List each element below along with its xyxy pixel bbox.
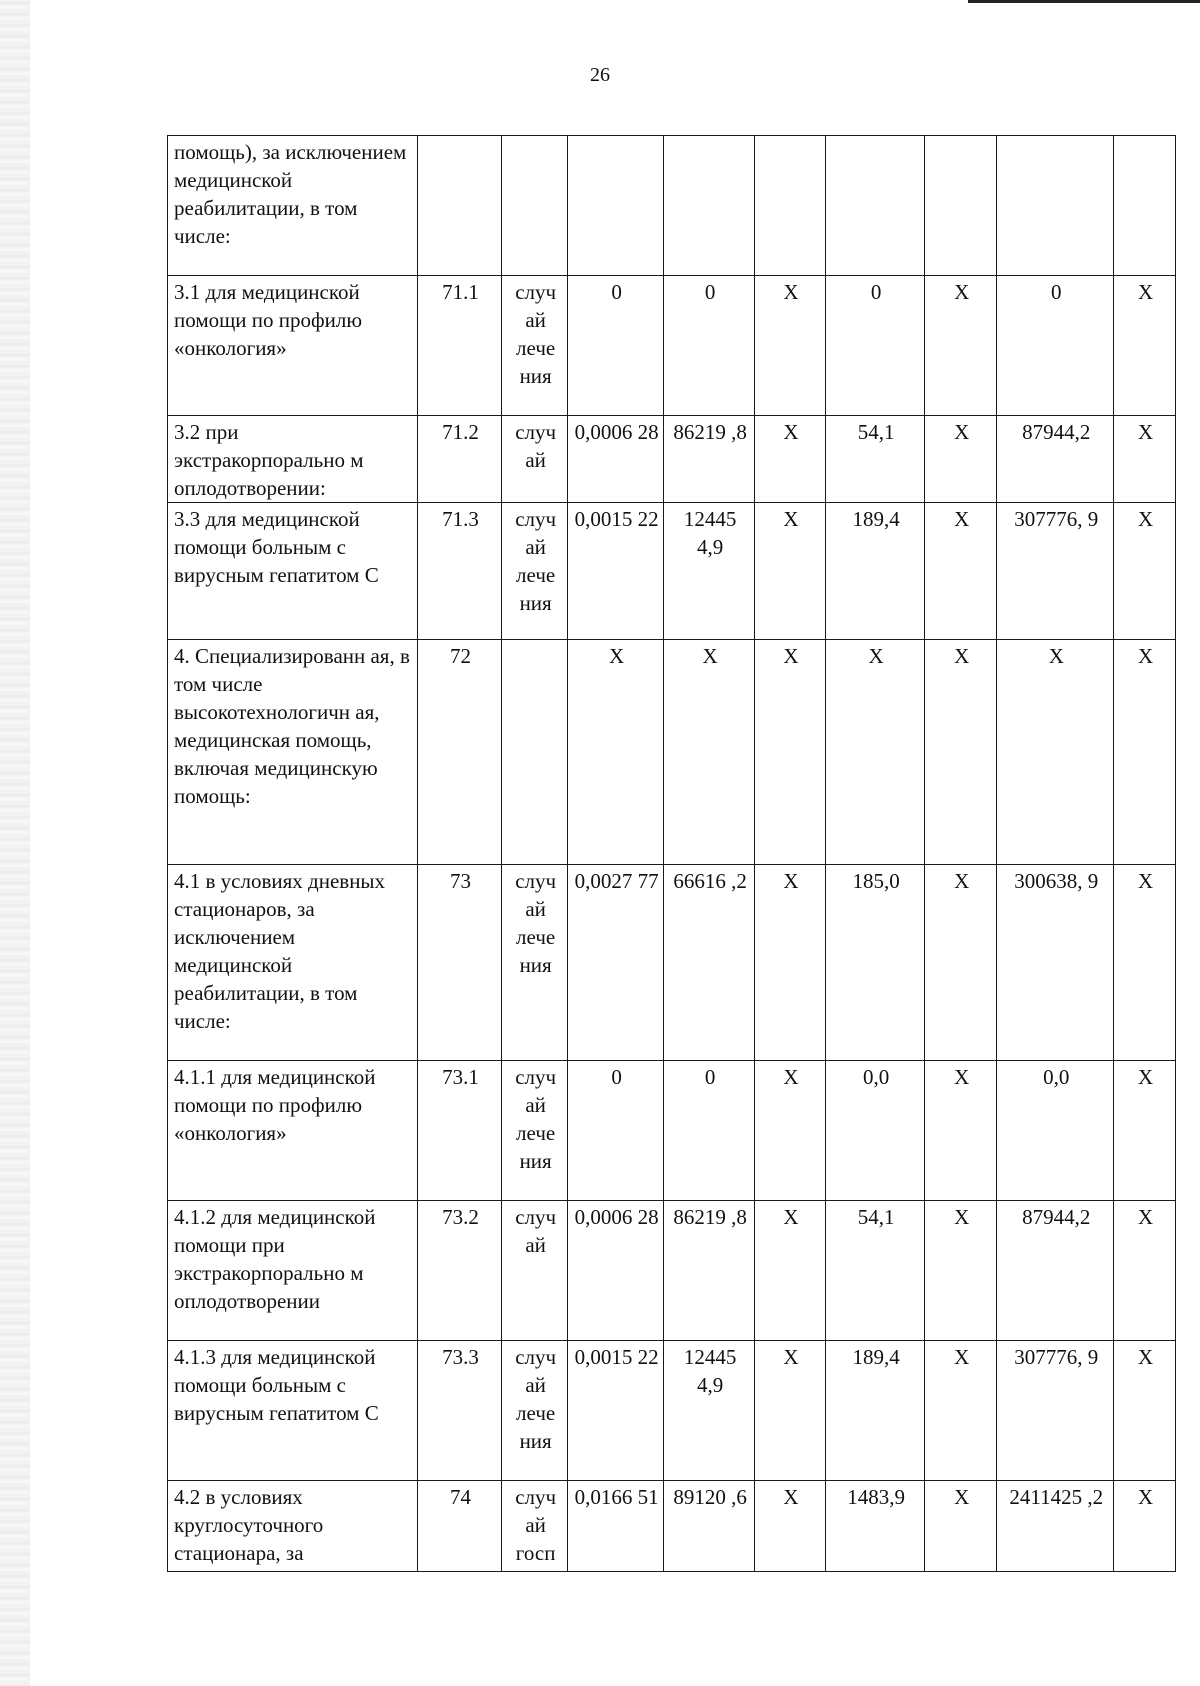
row-value-1: 0,0006 28: [568, 1201, 664, 1341]
row-unit: [502, 136, 568, 276]
row-value-2: 0: [664, 1061, 755, 1201]
row-value-3: [755, 136, 826, 276]
row-value-7: X: [1114, 1061, 1176, 1201]
row-unit: случ ай лече ния: [502, 865, 568, 1061]
row-unit: случ ай: [502, 416, 568, 503]
row-value-2: [664, 136, 755, 276]
row-value-6: 2411425 ,2: [997, 1481, 1114, 1572]
row-unit: случ ай лече ния: [502, 1061, 568, 1201]
table-row: [168, 136, 1176, 276]
row-value-6: 307776, 9: [997, 1341, 1114, 1481]
row-value-1: 0: [568, 1061, 664, 1201]
row-unit: случ ай: [502, 1201, 568, 1341]
row-value-4: 1483,9: [826, 1481, 925, 1572]
table-row: [168, 416, 1176, 503]
row-value-4: X: [826, 640, 925, 865]
row-value-5: X: [925, 1481, 997, 1572]
table-row: [168, 1341, 1176, 1481]
row-value-4: [826, 136, 925, 276]
row-value-3: X: [755, 640, 826, 865]
row-value-4: 0: [826, 276, 925, 416]
row-value-7: X: [1114, 503, 1176, 640]
row-value-1: 0,0015 22: [568, 1341, 664, 1481]
row-value-6: 87944,2: [997, 1201, 1114, 1341]
row-value-1: 0,0027 77: [568, 865, 664, 1061]
row-code: 71.3: [417, 503, 502, 640]
row-value-2: 86219 ,8: [664, 416, 755, 503]
row-value-6: [997, 136, 1114, 276]
row-value-3: X: [755, 1061, 826, 1201]
row-code: 73.3: [417, 1341, 502, 1481]
scan-edge-artifact: [0, 0, 30, 1686]
row-value-2: 89120 ,6: [664, 1481, 755, 1572]
row-value-2: 86219 ,8: [664, 1201, 755, 1341]
table-row: [168, 865, 1176, 1061]
row-value-4: 189,4: [826, 503, 925, 640]
row-name: помощь), за исключением медицинской реабилитации, в том числе:: [168, 136, 418, 276]
row-value-3: X: [755, 1201, 826, 1341]
row-value-7: X: [1114, 1481, 1176, 1572]
tariff-table: [167, 135, 1176, 1572]
row-name: 4.1.3 для медицинской помощи больным с вирусным гепатитом С: [168, 1341, 418, 1481]
row-value-7: X: [1114, 865, 1176, 1061]
row-value-6: X: [997, 640, 1114, 865]
row-value-1: [568, 136, 664, 276]
row-name: 3.2 при экстракорпорально м оплодотворении:: [168, 416, 418, 503]
row-value-4: 0,0: [826, 1061, 925, 1201]
page-number: 26: [590, 64, 610, 86]
row-value-5: X: [925, 503, 997, 640]
row-name: 4.1.1 для медицинской помощи по профилю «онкология»: [168, 1061, 418, 1201]
row-value-3: X: [755, 1481, 826, 1572]
row-value-5: X: [925, 640, 997, 865]
row-code: 73.1: [417, 1061, 502, 1201]
row-value-2: 12445 4,9: [664, 503, 755, 640]
row-value-4: 189,4: [826, 1341, 925, 1481]
row-name: 4.2 в условиях круглосуточного стационара, за: [168, 1481, 418, 1572]
row-code: 72: [417, 640, 502, 865]
row-code: 71.2: [417, 416, 502, 503]
row-code: 73: [417, 865, 502, 1061]
row-value-1: X: [568, 640, 664, 865]
row-value-6: 0,0: [997, 1061, 1114, 1201]
row-unit: случ ай лече ния: [502, 1341, 568, 1481]
row-name: 4. Специализированн ая, в том числе высокотехнологичн ая, медицинская помощь, включая медицинскую помощь:: [168, 640, 418, 865]
row-value-7: X: [1114, 1201, 1176, 1341]
row-value-7: X: [1114, 640, 1176, 865]
row-value-4: 54,1: [826, 416, 925, 503]
row-value-5: X: [925, 1341, 997, 1481]
row-name: 4.1 в условиях дневных стационаров, за исключением медицинской реабилитации, в том числе:: [168, 865, 418, 1061]
row-value-3: X: [755, 276, 826, 416]
row-value-1: 0,0015 22: [568, 503, 664, 640]
row-value-5: X: [925, 276, 997, 416]
row-value-5: X: [925, 865, 997, 1061]
row-value-3: X: [755, 503, 826, 640]
row-value-2: 66616 ,2: [664, 865, 755, 1061]
row-value-5: X: [925, 1061, 997, 1201]
table-row: [168, 1061, 1176, 1201]
row-value-4: 54,1: [826, 1201, 925, 1341]
row-unit: случ ай лече ния: [502, 276, 568, 416]
row-value-1: 0,0166 51: [568, 1481, 664, 1572]
row-code: 74: [417, 1481, 502, 1572]
row-value-5: X: [925, 416, 997, 503]
row-value-6: 0: [997, 276, 1114, 416]
table-row: [168, 1481, 1176, 1572]
row-value-1: 0: [568, 276, 664, 416]
row-value-7: X: [1114, 416, 1176, 503]
table-row: [168, 503, 1176, 640]
table-row: [168, 1201, 1176, 1341]
row-value-3: X: [755, 865, 826, 1061]
row-value-7: X: [1114, 276, 1176, 416]
row-code: 73.2: [417, 1201, 502, 1341]
row-value-2: X: [664, 640, 755, 865]
row-name: 3.3 для медицинской помощи больным с вирусным гепатитом С: [168, 503, 418, 640]
row-name: 3.1 для медицинской помощи по профилю «онкология»: [168, 276, 418, 416]
table-row: [168, 276, 1176, 416]
row-code: [417, 136, 502, 276]
table-row: [168, 640, 1176, 865]
row-code: 71.1: [417, 276, 502, 416]
row-value-5: X: [925, 1201, 997, 1341]
row-value-4: 185,0: [826, 865, 925, 1061]
row-value-7: [1114, 136, 1176, 276]
row-value-2: 12445 4,9: [664, 1341, 755, 1481]
row-value-5: [925, 136, 997, 276]
row-unit: случ ай госп: [502, 1481, 568, 1572]
row-value-7: X: [1114, 1341, 1176, 1481]
row-unit: случ ай лече ния: [502, 503, 568, 640]
row-value-6: 300638, 9: [997, 865, 1114, 1061]
row-unit: [502, 640, 568, 865]
row-value-3: X: [755, 416, 826, 503]
row-value-2: 0: [664, 276, 755, 416]
row-value-1: 0,0006 28: [568, 416, 664, 503]
top-rule-line: [968, 0, 1200, 3]
row-value-6: 87944,2: [997, 416, 1114, 503]
row-value-6: 307776, 9: [997, 503, 1114, 640]
row-name: 4.1.2 для медицинской помощи при экстракорпорально м оплодотворении: [168, 1201, 418, 1341]
row-value-3: X: [755, 1341, 826, 1481]
